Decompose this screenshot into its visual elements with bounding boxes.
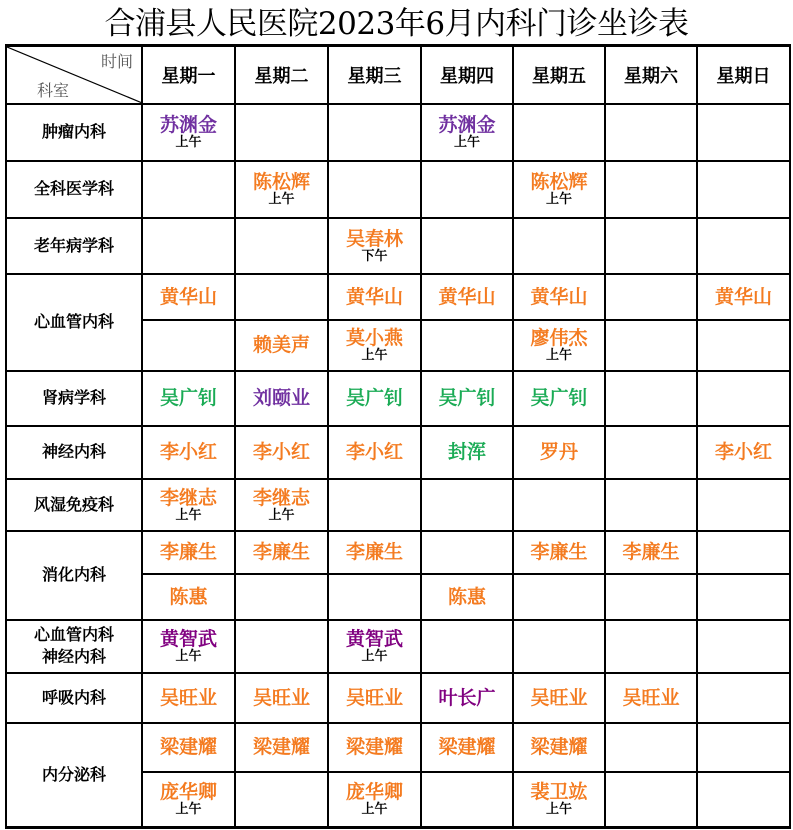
doctor-name: 李廉生 [345,541,403,563]
doctor-name: 吴广钊 [159,387,217,409]
schedule-cell [235,274,328,320]
schedule-table [5,44,791,829]
department-cell [6,274,142,371]
doctor-name: 陈惠 [447,585,486,608]
doctor-name: 梁建耀 [159,736,217,758]
day-header: 星期二 [235,46,328,104]
table-row [6,723,790,772]
schedule-cell [513,531,605,574]
doctor-name: 李廉生 [622,541,680,563]
schedule-cell [421,620,513,673]
schedule-cell [697,620,790,673]
table-row [6,104,790,161]
doctor-name: 吴广钊 [530,387,588,409]
schedule-cell [513,161,605,218]
schedule-cell [605,320,697,371]
department-cell [6,723,142,828]
schedule-cell [328,772,421,828]
doctor-name: 李继志 [252,486,310,509]
doctor-name: 梁建耀 [438,736,496,758]
table-row [6,161,790,218]
schedule-cell [421,426,513,479]
schedule-cell [142,218,235,274]
department-name: 肾病学科 [41,388,106,407]
schedule-cell [142,320,235,371]
schedule-cell [605,574,697,620]
schedule-cell [513,320,605,371]
doctor-name: 叶长广 [438,686,496,709]
schedule-cell [235,218,328,274]
doctor-name: 陈松辉 [530,171,588,193]
doctor-name: 苏渊金 [438,114,496,136]
schedule-cell [235,723,328,772]
schedule-cell [421,274,513,320]
doctor-name: 李小红 [252,441,310,463]
header-row [6,46,790,104]
schedule-cell [328,479,421,531]
department-name: 呼吸内科 [41,687,106,707]
department-cell [6,479,142,531]
department-name: 风湿免疫科 [33,494,114,514]
period-label: 上午 [175,507,202,523]
doctor-name: 李廉生 [530,541,588,563]
schedule-cell [605,673,697,723]
doctor-name: 刘颐业 [252,387,310,409]
schedule-cell [697,104,790,161]
schedule-cell [328,104,421,161]
schedule-cell [697,772,790,828]
schedule-cell [328,574,421,620]
schedule-cell [142,673,235,723]
schedule-cell [605,620,697,673]
department-cell [6,426,142,479]
schedule-cell [513,218,605,274]
period-label: 上午 [175,802,202,818]
schedule-cell [328,426,421,479]
schedule-cell [142,274,235,320]
period-label: 上午 [361,348,388,363]
doctor-name: 吴广钊 [438,387,496,409]
schedule-cell [235,371,328,426]
department-cell [6,531,142,620]
doctor-name: 李小红 [714,441,772,463]
doctor-name: 莫小燕 [345,327,403,349]
period-label: 上午 [175,135,202,150]
schedule-cell [697,723,790,772]
schedule-cell [421,161,513,218]
schedule-cell [328,274,421,320]
day-header: 星期五 [513,46,605,104]
period-label: 上午 [361,802,388,818]
schedule-cell [235,574,328,620]
table-row [6,620,790,673]
table-row [6,531,790,574]
schedule-cell [235,104,328,161]
schedule-cell [605,723,697,772]
schedule-cell [421,673,513,723]
schedule-cell [328,531,421,574]
schedule-cell [235,479,328,531]
schedule-cell [421,723,513,772]
department-name: 全科医学科 [33,179,114,198]
department-cell [6,620,142,673]
doctor-name: 李廉生 [252,541,310,563]
doctor-name: 黄华山 [714,285,772,308]
schedule-cell [421,218,513,274]
schedule-cell [142,574,235,620]
doctor-name: 裴卫竑 [530,781,588,804]
doctor-name: 李继志 [159,486,217,509]
schedule-cell [421,479,513,531]
schedule-cell [421,772,513,828]
period-label: 上午 [268,192,295,207]
schedule-cell [513,104,605,161]
department-name: 肿瘤内科 [41,122,106,141]
schedule-cell [697,371,790,426]
table-row [6,274,790,320]
schedule-cell [235,620,328,673]
page-title: 合浦县人民医院2023年6月内科门诊坐诊表 [104,6,689,42]
schedule-cell [235,320,328,371]
schedule-cell [142,723,235,772]
department-name: 神经内科 [41,647,106,666]
doctor-name: 吴旺业 [622,686,680,709]
schedule-cell [235,531,328,574]
schedule-cell [513,274,605,320]
schedule-cell [421,104,513,161]
schedule-cell [513,426,605,479]
schedule-cell [605,426,697,479]
schedule-cell [513,673,605,723]
day-header: 星期一 [142,46,235,104]
day-header: 星期三 [328,46,421,104]
schedule-cell [235,426,328,479]
schedule-cell [142,104,235,161]
corner-cell [6,46,142,104]
period-label: 上午 [545,348,572,363]
schedule-cell [328,161,421,218]
period-label: 上午 [453,135,480,150]
schedule-cell [513,723,605,772]
schedule-cell [513,574,605,620]
schedule-cell [421,371,513,426]
doctor-name: 吴旺业 [345,686,403,709]
department-name: 消化内科 [41,565,106,584]
schedule-cell [142,620,235,673]
schedule-cell [697,426,790,479]
schedule-cell [513,772,605,828]
day-header: 星期日 [697,46,790,104]
time-label: 时间 [100,52,133,71]
doctor-name: 黄智武 [345,628,403,650]
department-cell [6,104,142,161]
department-cell [6,161,142,218]
schedule-cell [142,426,235,479]
department-cell [6,673,142,723]
schedule-cell [142,479,235,531]
schedule-cell [605,218,697,274]
dept-label: 科室 [37,80,70,100]
schedule-cell [235,161,328,218]
day-header: 星期四 [421,46,513,104]
doctor-name: 李廉生 [159,541,217,563]
doctor-name: 黄华山 [159,285,217,308]
period-label: 上午 [545,192,572,207]
doctor-name: 廖伟杰 [530,327,588,349]
doctor-name: 罗丹 [539,441,578,463]
schedule-cell [605,479,697,531]
doctor-name: 庞华卿 [345,781,403,804]
schedule-cell [421,320,513,371]
department-name: 神经内科 [41,442,106,461]
schedule-cell [142,371,235,426]
schedule-cell [697,531,790,574]
doctor-name: 黄华山 [438,285,496,308]
schedule-cell [513,479,605,531]
schedule-cell [235,772,328,828]
schedule-cell [605,772,697,828]
period-label: 下午 [361,248,388,264]
doctor-name: 吴广钊 [345,387,403,409]
table-row [6,218,790,274]
period-label: 上午 [361,649,388,664]
schedule-cell [513,620,605,673]
schedule-cell [697,320,790,371]
doctor-name: 李小红 [159,441,217,463]
schedule-cell [697,218,790,274]
schedule-cell [328,371,421,426]
schedule-cell [328,673,421,723]
doctor-name: 梁建耀 [345,736,403,758]
doctor-name: 陈惠 [169,585,208,608]
department-name: 心血管内科 [33,312,114,331]
department-name: 心血管内科 [33,625,114,644]
schedule-cell [697,161,790,218]
doctor-name: 庞华卿 [159,781,217,804]
doctor-name: 苏渊金 [159,114,217,136]
department-cell [6,371,142,426]
schedule-cell [697,479,790,531]
doctor-name: 赖美声 [252,334,310,356]
doctor-name: 吴旺业 [159,686,217,709]
period-label: 上午 [268,507,295,523]
schedule-cell [513,371,605,426]
schedule-cell [605,104,697,161]
doctor-name: 李小红 [345,441,403,463]
department-cell [6,218,142,274]
schedule-cell [142,161,235,218]
schedule-cell [697,574,790,620]
schedule-cell [328,218,421,274]
schedule-body [6,104,790,828]
doctor-name: 梁建耀 [252,736,310,758]
doctor-name: 封浑 [447,441,486,463]
schedule-cell [605,161,697,218]
schedule-cell [605,531,697,574]
schedule-cell [328,320,421,371]
table-row [6,479,790,531]
schedule-cell [142,531,235,574]
department-name: 内分泌科 [41,764,106,784]
schedule-cell [605,274,697,320]
table-row [6,371,790,426]
doctor-name: 黄华山 [530,285,588,308]
doctor-name: 黄华山 [345,285,403,308]
doctor-name: 黄智武 [159,628,217,650]
schedule-cell [421,574,513,620]
schedule-cell [421,531,513,574]
doctor-name: 梁建耀 [530,736,588,758]
table-row [6,426,790,479]
department-name: 老年病学科 [33,235,114,255]
doctor-name: 吴旺业 [252,686,310,709]
schedule-cell [235,673,328,723]
schedule-cell [605,371,697,426]
schedule-cell [697,673,790,723]
doctor-name: 吴春林 [345,227,403,250]
schedule-cell [142,772,235,828]
period-label: 上午 [175,649,202,664]
schedule-cell [697,274,790,320]
schedule-cell [328,723,421,772]
schedule-cell [328,620,421,673]
day-header: 星期六 [605,46,697,104]
doctor-name: 吴旺业 [530,686,588,709]
period-label: 上午 [545,802,572,818]
doctor-name: 陈松辉 [252,171,310,193]
table-row [6,673,790,723]
